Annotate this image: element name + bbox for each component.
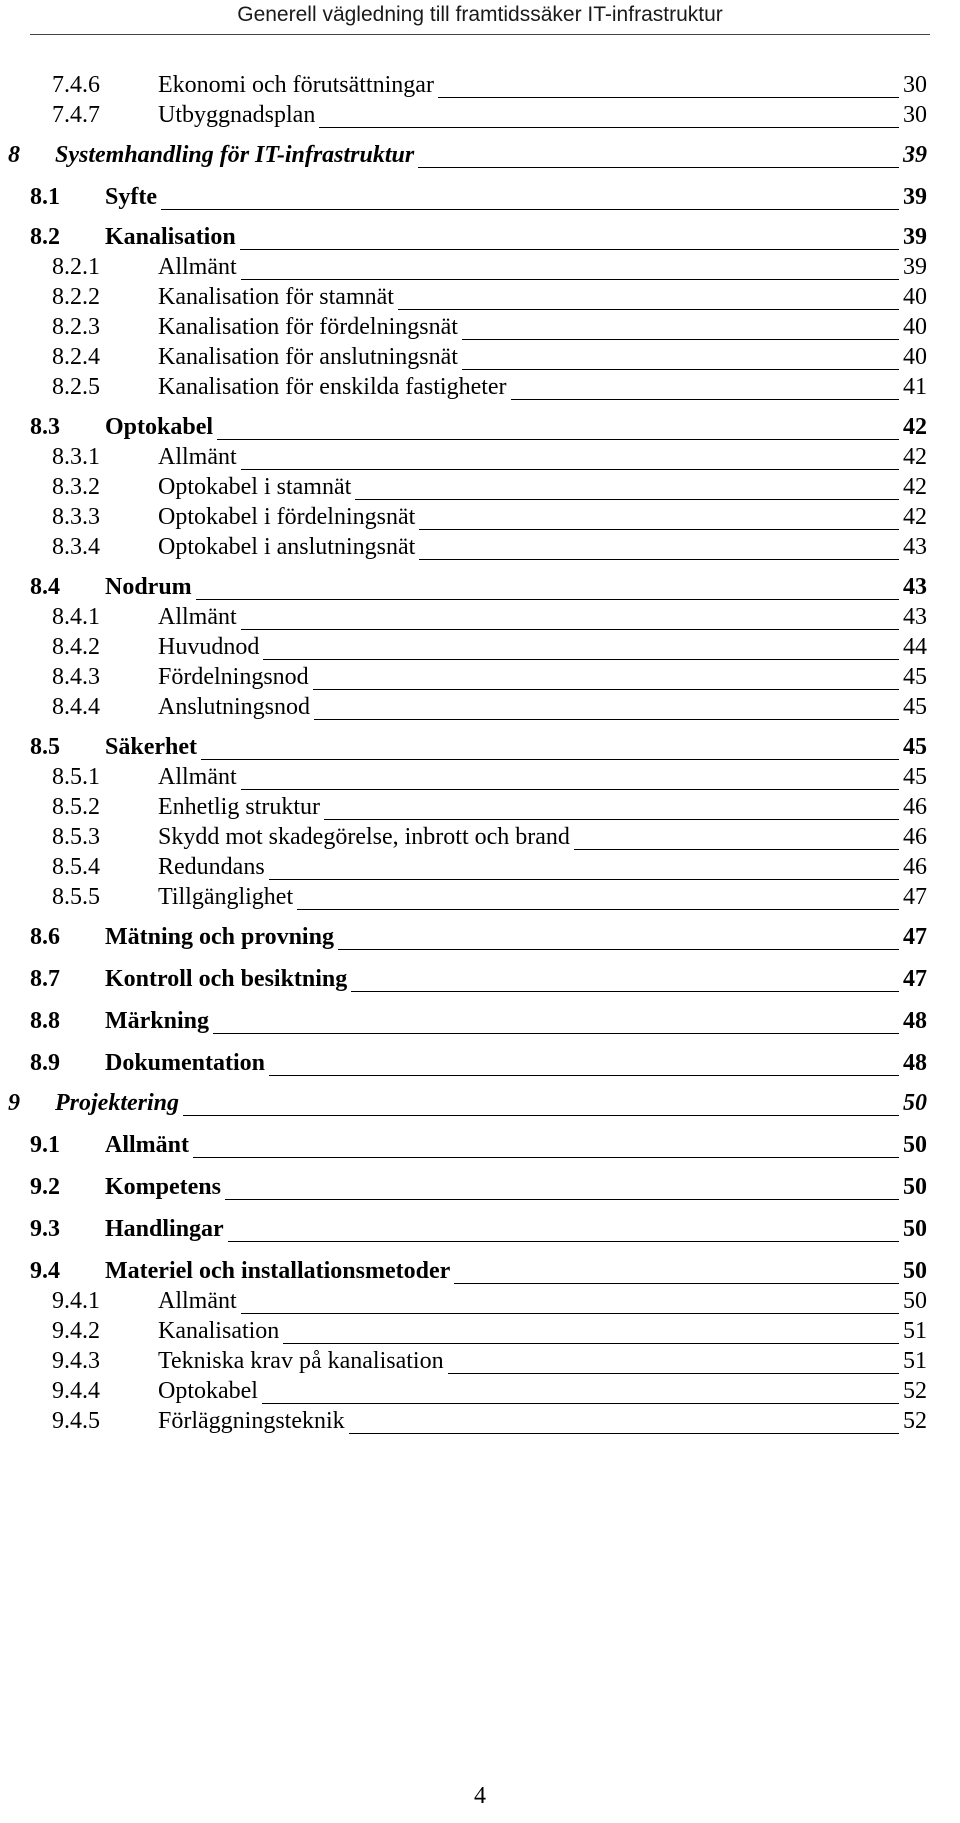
toc-entry-number: 8.3.4 [52, 534, 100, 560]
toc-entry-page: 50 [899, 1172, 927, 1202]
toc-leader-line [105, 759, 927, 760]
toc-entry-title: Optokabel i anslutningsnät [158, 532, 419, 562]
toc-entry[interactable] [0, 70, 960, 100]
toc-leader-line [158, 789, 927, 790]
toc-entry-title: Märkning [105, 1006, 213, 1036]
toc-entry-number: 8.3 [30, 414, 60, 440]
toc-entry[interactable] [0, 372, 960, 402]
toc-entry[interactable] [0, 852, 960, 882]
toc-entry-title: Systemhandling för IT-infrastruktur [55, 140, 418, 170]
toc-entry-number: 8.5.1 [52, 764, 100, 790]
toc-entry-title: Utbyggnadsplan [158, 100, 319, 130]
toc-entry-title: Syfte [105, 182, 161, 212]
toc-entry-number: 8.4.2 [52, 634, 100, 660]
toc-entry-title: Allmänt [158, 602, 241, 632]
toc-entry[interactable] [0, 822, 960, 852]
toc-entry-number: 8 [8, 142, 20, 168]
toc-entry-page: 40 [899, 342, 927, 372]
toc-entry[interactable] [0, 182, 960, 212]
toc-entry-title: Allmänt [105, 1130, 193, 1160]
toc-entry[interactable] [0, 1376, 960, 1406]
toc-entry-page: 43 [899, 572, 927, 602]
toc-entry-title: Dokumentation [105, 1048, 269, 1078]
toc-entry[interactable] [0, 1172, 960, 1202]
toc-entry-number: 8.2.5 [52, 374, 100, 400]
toc-entry-page: 45 [899, 692, 927, 722]
toc-entry[interactable] [0, 1286, 960, 1316]
toc-leader-line [158, 629, 927, 630]
toc-entry-page: 39 [899, 140, 927, 170]
toc-entry-page: 39 [899, 182, 927, 212]
toc-entry-number: 8.8 [30, 1008, 60, 1034]
toc-entry-number: 9 [8, 1090, 20, 1116]
toc-entry-number: 8.6 [30, 924, 60, 950]
toc-entry[interactable] [0, 1130, 960, 1160]
toc-entry-page: 47 [899, 964, 927, 994]
toc-leader-line [55, 1115, 927, 1116]
toc-entry-title: Kanalisation för stamnät [158, 282, 398, 312]
toc-entry[interactable] [0, 662, 960, 692]
toc-entry-title: Kanalisation [105, 222, 240, 252]
toc-leader-line [105, 1241, 927, 1242]
toc-entry[interactable] [0, 792, 960, 822]
toc-entry-page: 52 [899, 1376, 927, 1406]
toc-entry-number: 8.4.3 [52, 664, 100, 690]
toc-entry-page: 43 [899, 602, 927, 632]
toc-entry-number: 9.4.2 [52, 1318, 100, 1344]
toc-entry-title: Nodrum [105, 572, 196, 602]
toc-entry-title: Optokabel [158, 1376, 262, 1406]
toc-entry-title: Enhetlig struktur [158, 792, 324, 822]
toc-entry-number: 9.4.3 [52, 1348, 100, 1374]
toc-entry-number: 8.3.3 [52, 504, 100, 530]
toc-entry-title: Allmänt [158, 1286, 241, 1316]
toc-entry-title: Säkerhet [105, 732, 201, 762]
toc-entry-title: Tillgänglighet [158, 882, 297, 912]
toc-entry-page: 48 [899, 1006, 927, 1036]
page-number: 4 [474, 1783, 486, 1809]
toc-entry-title: Materiel och installationsmetoder [105, 1256, 454, 1286]
toc-entry-number: 9.4 [30, 1258, 60, 1284]
toc-entry-number: 8.9 [30, 1050, 60, 1076]
toc-entry[interactable] [0, 442, 960, 472]
toc-entry[interactable] [0, 1048, 960, 1078]
toc-entry[interactable] [0, 252, 960, 282]
toc-entry-number: 9.2 [30, 1174, 60, 1200]
toc-entry-title: Optokabel i stamnät [158, 472, 355, 502]
toc-entry-title: Förläggningsteknik [158, 1406, 349, 1436]
toc-entry-number: 8.2.1 [52, 254, 100, 280]
toc-entry-title: Handlingar [105, 1214, 228, 1244]
toc-entry[interactable] [0, 632, 960, 662]
toc-entry[interactable] [0, 502, 960, 532]
toc-entry[interactable] [0, 222, 960, 252]
toc-entry-title: Ekonomi och förutsättningar [158, 70, 438, 100]
toc-entry-page: 50 [899, 1130, 927, 1160]
toc-entry-title: Kanalisation för fördelningsnät [158, 312, 462, 342]
toc-entry-title: Kontroll och besiktning [105, 964, 351, 994]
toc-leader-line [105, 1033, 927, 1034]
toc-entry-page: 46 [899, 792, 927, 822]
toc-entry-title: Allmänt [158, 442, 241, 472]
toc-entry-page: 42 [899, 442, 927, 472]
toc-entry-page: 42 [899, 412, 927, 442]
toc-entry-number: 8.7 [30, 966, 60, 992]
toc-entry-number: 9.4.4 [52, 1378, 100, 1404]
toc-entry-title: Mätning och provning [105, 922, 338, 952]
toc-entry-number: 8.2.2 [52, 284, 100, 310]
toc-entry[interactable] [0, 922, 960, 952]
toc-entry-page: 50 [899, 1286, 927, 1316]
toc-leader-line [158, 279, 927, 280]
toc-entry-title: Kompetens [105, 1172, 225, 1202]
toc-entry-number: 8.5.4 [52, 854, 100, 880]
toc-entry[interactable] [0, 100, 960, 130]
toc-entry-title: Fördelningsnod [158, 662, 313, 692]
toc-entry[interactable] [0, 342, 960, 372]
toc-entry-page: 30 [899, 70, 927, 100]
toc-entry[interactable] [0, 692, 960, 722]
toc-entry-page: 48 [899, 1048, 927, 1078]
toc-entry[interactable] [0, 1006, 960, 1036]
toc-entry[interactable] [0, 140, 960, 170]
toc-entry-title: Tekniska krav på kanalisation [158, 1346, 448, 1376]
toc-entry-number: 8.5 [30, 734, 60, 760]
toc-entry-page: 30 [899, 100, 927, 130]
toc-entry-number: 8.4.4 [52, 694, 100, 720]
toc-entry-title: Anslutningsnod [158, 692, 314, 722]
toc-entry-number: 8.3.1 [52, 444, 100, 470]
toc-leader-line [158, 879, 927, 880]
toc-entry-number: 8.3.2 [52, 474, 100, 500]
toc-entry[interactable] [0, 412, 960, 442]
toc-entry[interactable] [0, 882, 960, 912]
toc-entry[interactable] [0, 732, 960, 762]
toc-entry-number: 9.3 [30, 1216, 60, 1242]
toc-leader-line [105, 1199, 927, 1200]
toc-leader-line [105, 1157, 927, 1158]
toc-leader-line [158, 659, 927, 660]
toc-leader-line [105, 599, 927, 600]
toc-leader-line [158, 1403, 927, 1404]
toc-entry-number: 8.4.1 [52, 604, 100, 630]
toc-entry-page: 47 [899, 882, 927, 912]
toc-entry-page: 41 [899, 372, 927, 402]
toc-entry-page: 50 [899, 1088, 927, 1118]
toc-entry[interactable] [0, 1406, 960, 1436]
toc-entry-number: 9.4.5 [52, 1408, 100, 1434]
toc-entry-page: 46 [899, 852, 927, 882]
toc-entry-title: Skydd mot skadegörelse, inbrott och brand [158, 822, 574, 852]
toc-entry[interactable] [0, 282, 960, 312]
toc-entry-title: Allmänt [158, 762, 241, 792]
toc-entry-page: 40 [899, 282, 927, 312]
toc-entry[interactable] [0, 1316, 960, 1346]
toc-entry-page: 42 [899, 472, 927, 502]
toc-entry-title: Optokabel i fördelningsnät [158, 502, 419, 532]
toc-entry-number: 8.5.2 [52, 794, 100, 820]
toc-entry-number: 8.5.5 [52, 884, 100, 910]
toc-entry[interactable] [0, 964, 960, 994]
toc-entry-number: 9.4.1 [52, 1288, 100, 1314]
toc-entry-title: Redundans [158, 852, 269, 882]
toc-entry-title: Allmänt [158, 252, 241, 282]
toc-entry-page: 47 [899, 922, 927, 952]
toc-entry-number: 7.4.6 [52, 72, 100, 98]
toc-entry-page: 39 [899, 252, 927, 282]
toc-entry-title: Kanalisation för anslutningsnät [158, 342, 462, 372]
toc-entry[interactable] [0, 1088, 960, 1118]
toc-entry[interactable] [0, 472, 960, 502]
toc-entry-title: Optokabel [105, 412, 217, 442]
toc-entry-page: 43 [899, 532, 927, 562]
running-header: Generell vägledning till framtidssäker IT-infrastruktur [237, 3, 723, 26]
toc-entry[interactable] [0, 762, 960, 792]
toc-entry-title: Projektering [55, 1088, 183, 1118]
toc-entry-page: 45 [899, 662, 927, 692]
toc-entry-page: 51 [899, 1346, 927, 1376]
toc-entry-page: 50 [899, 1214, 927, 1244]
toc-entry[interactable] [0, 1214, 960, 1244]
toc-entry-page: 42 [899, 502, 927, 532]
toc-entry-number: 8.2.3 [52, 314, 100, 340]
toc-entry-number: 8.2.4 [52, 344, 100, 370]
toc-leader-line [105, 439, 927, 440]
toc-entry-page: 51 [899, 1316, 927, 1346]
toc-entry-title: Kanalisation [158, 1316, 283, 1346]
toc-entry[interactable] [0, 312, 960, 342]
toc-entry-page: 44 [899, 632, 927, 662]
toc-entry[interactable] [0, 572, 960, 602]
toc-leader-line [158, 469, 927, 470]
toc-entry-page: 46 [899, 822, 927, 852]
toc-leader-line [158, 1313, 927, 1314]
toc-entry[interactable] [0, 602, 960, 632]
toc-entry-page: 45 [899, 732, 927, 762]
toc-entry[interactable] [0, 532, 960, 562]
toc-entry-page: 52 [899, 1406, 927, 1436]
toc-entry[interactable] [0, 1346, 960, 1376]
toc-entry-number: 8.4 [30, 574, 60, 600]
toc-entry-title: Huvudnod [158, 632, 263, 662]
toc-entry-number: 9.1 [30, 1132, 60, 1158]
toc-entry-page: 39 [899, 222, 927, 252]
toc-entry-number: 7.4.7 [52, 102, 100, 128]
toc-entry-page: 50 [899, 1256, 927, 1286]
toc-entry-page: 40 [899, 312, 927, 342]
toc-entry-page: 45 [899, 762, 927, 792]
toc-entry-title: Kanalisation för enskilda fastigheter [158, 372, 511, 402]
toc-entry-number: 8.2 [30, 224, 60, 250]
toc-leader-line [105, 209, 927, 210]
toc-entry[interactable] [0, 1256, 960, 1286]
toc-entry-number: 8.1 [30, 184, 60, 210]
toc-entry-number: 8.5.3 [52, 824, 100, 850]
